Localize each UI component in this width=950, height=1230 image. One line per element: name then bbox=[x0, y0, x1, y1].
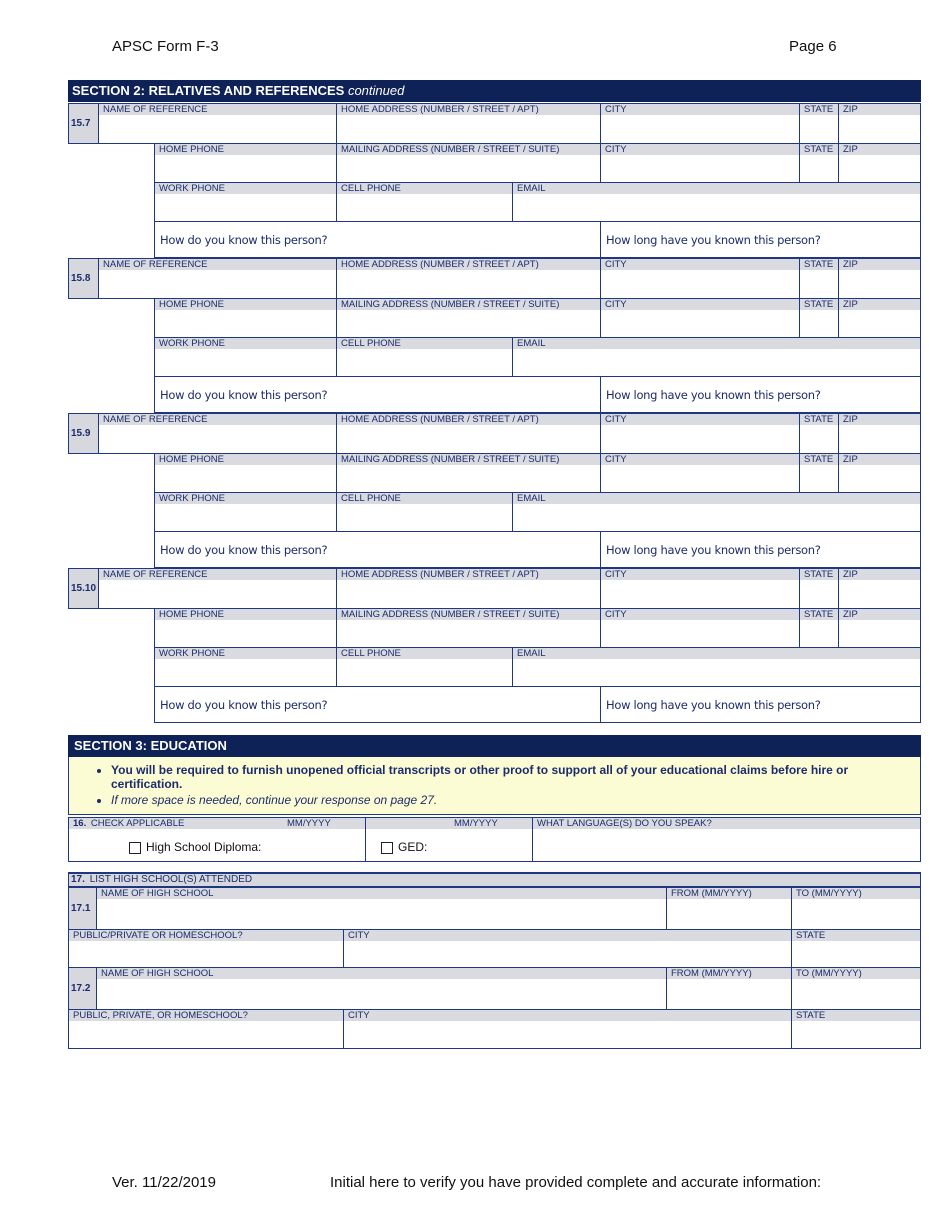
mailing-zip-field[interactable] bbox=[838, 453, 921, 493]
field-label: HOME ADDRESS (NUMBER / STREET / APT) bbox=[337, 259, 600, 270]
field-label: STATE bbox=[800, 569, 838, 580]
city-field[interactable] bbox=[600, 568, 800, 609]
home-address-field[interactable] bbox=[336, 568, 601, 609]
reference-number: 15.7 bbox=[68, 103, 99, 144]
mailing-state-field[interactable] bbox=[799, 453, 839, 493]
field-label: STATE bbox=[792, 1010, 920, 1021]
school-state-field[interactable] bbox=[791, 929, 921, 969]
language-field[interactable] bbox=[532, 817, 921, 862]
notice-transcripts: • You will be required to furnish unopened official transcripts or other proof to support all of your educational claims before hire or certification. bbox=[111, 763, 920, 791]
cell-phone-field[interactable] bbox=[336, 182, 513, 222]
email-field[interactable] bbox=[512, 492, 921, 532]
field-label: STATE bbox=[800, 299, 838, 310]
field-label: ZIP bbox=[839, 104, 920, 115]
field-label: NAME OF HIGH SCHOOL bbox=[97, 888, 666, 899]
field-label: ZIP bbox=[839, 299, 920, 310]
school-type-field[interactable] bbox=[68, 929, 344, 969]
school-name-field[interactable] bbox=[96, 967, 667, 1010]
home-phone-field[interactable] bbox=[154, 608, 337, 648]
field-label: STATE bbox=[800, 609, 838, 620]
education-notice bbox=[68, 757, 921, 815]
field-label: EMAIL bbox=[513, 648, 920, 659]
notice-more-space: • If more space is needed, continue your response on page 27. bbox=[111, 793, 920, 807]
field-label: STATE bbox=[792, 930, 920, 941]
how-know-field[interactable]: How do you know this person? bbox=[154, 531, 601, 568]
field-label: HOME ADDRESS (NUMBER / STREET / APT) bbox=[337, 569, 600, 580]
field-label: CITY bbox=[601, 144, 799, 155]
field-label: HOME PHONE bbox=[155, 609, 336, 620]
field-label: PUBLIC/PRIVATE OR HOMESCHOOL? bbox=[69, 930, 343, 941]
home-address-field[interactable] bbox=[336, 413, 601, 454]
how-know-field[interactable]: How do you know this person? bbox=[154, 686, 601, 723]
how-know-field[interactable]: How do you know this person? bbox=[154, 376, 601, 413]
field-label: MAILING ADDRESS (NUMBER / STREET / SUITE) bbox=[337, 454, 600, 465]
city-field[interactable] bbox=[600, 258, 800, 299]
q16-label bbox=[69, 818, 365, 829]
field-label: TO (MM/YYYY) bbox=[792, 968, 920, 979]
field-label: STATE bbox=[800, 454, 838, 465]
reference-number: 15.10 bbox=[68, 568, 99, 609]
home-phone-field[interactable] bbox=[154, 453, 337, 493]
field-label: PUBLIC, PRIVATE, OR HOMESCHOOL? bbox=[69, 1010, 343, 1021]
diploma-label: High School Diploma: bbox=[146, 840, 262, 854]
section2-title: SECTION 2: RELATIVES AND REFERENCES bbox=[72, 83, 345, 98]
q16-mmyyyy-2-label bbox=[366, 818, 532, 829]
field-label: ZIP bbox=[839, 609, 920, 620]
work-phone-field[interactable] bbox=[154, 647, 337, 687]
mailing-zip-field[interactable] bbox=[838, 143, 921, 183]
reference-name-field[interactable] bbox=[98, 103, 337, 144]
diploma-option bbox=[129, 840, 261, 854]
work-phone-field[interactable] bbox=[154, 492, 337, 532]
q16-check-applicable: CHECK APPLICABLE bbox=[90, 818, 185, 829]
q17-number: 17. bbox=[71, 874, 85, 885]
field-label: EMAIL bbox=[513, 183, 920, 194]
field-label: CITY bbox=[344, 930, 791, 941]
field-label: STATE bbox=[800, 259, 838, 270]
q16-ged-cell bbox=[365, 817, 533, 862]
field-label: EMAIL bbox=[513, 493, 920, 504]
language-label: WHAT LANGUAGE(S) DO YOU SPEAK? bbox=[533, 818, 920, 829]
reference-block bbox=[68, 413, 921, 568]
home-address-field[interactable] bbox=[336, 258, 601, 299]
q17-header bbox=[68, 872, 921, 887]
field-label: NAME OF REFERENCE bbox=[99, 414, 336, 425]
home-phone-field[interactable] bbox=[154, 298, 337, 338]
zip-field[interactable] bbox=[838, 568, 921, 609]
field-label: CITY bbox=[601, 454, 799, 465]
zip-field[interactable] bbox=[838, 258, 921, 299]
field-label: FROM (MM/YYYY) bbox=[667, 968, 791, 979]
field-label: FROM (MM/YYYY) bbox=[667, 888, 791, 899]
mailing-zip-field[interactable] bbox=[838, 608, 921, 648]
field-label: CELL PHONE bbox=[337, 183, 512, 194]
mailing-city-field[interactable] bbox=[600, 608, 800, 648]
q17-title: LIST HIGH SCHOOL(S) ATTENDED bbox=[89, 874, 253, 885]
field-label: HOME PHONE bbox=[155, 299, 336, 310]
field-label: CELL PHONE bbox=[337, 493, 512, 504]
school-type-field[interactable] bbox=[68, 1009, 344, 1049]
field-label: HOME PHONE bbox=[155, 144, 336, 155]
field-label: STATE bbox=[800, 144, 838, 155]
how-long-field[interactable]: How long have you known this person? bbox=[600, 376, 921, 413]
field-label: MAILING ADDRESS (NUMBER / STREET / SUITE) bbox=[337, 299, 600, 310]
school-from-field[interactable] bbox=[666, 967, 792, 1010]
school-name-field[interactable] bbox=[96, 887, 667, 930]
field-label: CITY bbox=[601, 414, 799, 425]
school-to-field[interactable] bbox=[791, 887, 921, 930]
q16-number: 16. bbox=[73, 818, 87, 829]
reference-block bbox=[68, 258, 921, 413]
field-label: CITY bbox=[601, 609, 799, 620]
how-know-field[interactable]: How do you know this person? bbox=[154, 221, 601, 258]
mailing-state-field[interactable] bbox=[799, 298, 839, 338]
school-number: 17.1 bbox=[68, 887, 97, 930]
initial-statement: Initial here to verify you have provided complete and accurate information: bbox=[330, 1174, 822, 1191]
email-field[interactable] bbox=[512, 647, 921, 687]
q16-mmyyyy-2: MM/YYYY bbox=[454, 818, 498, 829]
cell-phone-field[interactable] bbox=[336, 647, 513, 687]
field-label: STATE bbox=[800, 104, 838, 115]
field-label: EMAIL bbox=[513, 338, 920, 349]
mailing-address-field[interactable] bbox=[336, 143, 601, 183]
field-label: NAME OF REFERENCE bbox=[99, 104, 336, 115]
reference-number: 15.9 bbox=[68, 413, 99, 454]
field-label: NAME OF HIGH SCHOOL bbox=[97, 968, 666, 979]
state-field[interactable] bbox=[799, 258, 839, 299]
cell-phone-field[interactable] bbox=[336, 337, 513, 377]
home-phone-field[interactable] bbox=[154, 143, 337, 183]
city-field[interactable] bbox=[600, 413, 800, 454]
mailing-city-field[interactable] bbox=[600, 143, 800, 183]
mailing-state-field[interactable] bbox=[799, 608, 839, 648]
field-label: CITY bbox=[601, 104, 799, 115]
how-long-field[interactable]: How long have you known this person? bbox=[600, 221, 921, 258]
mailing-zip-field[interactable] bbox=[838, 298, 921, 338]
ged-option bbox=[381, 840, 427, 854]
mailing-city-field[interactable] bbox=[600, 453, 800, 493]
email-field[interactable] bbox=[512, 182, 921, 222]
field-label: CELL PHONE bbox=[337, 338, 512, 349]
field-label: CITY bbox=[601, 259, 799, 270]
version: Ver. 11/22/2019 bbox=[112, 1174, 216, 1191]
reference-name-field[interactable] bbox=[98, 258, 337, 299]
diploma-checkbox[interactable] bbox=[129, 842, 141, 854]
field-label: ZIP bbox=[839, 569, 920, 580]
field-label: STATE bbox=[800, 414, 838, 425]
field-label: ZIP bbox=[839, 144, 920, 155]
field-label: NAME OF REFERENCE bbox=[99, 569, 336, 580]
mailing-address-field[interactable] bbox=[336, 453, 601, 493]
how-long-field[interactable]: How long have you known this person? bbox=[600, 531, 921, 568]
form-name: APSC Form F-3 bbox=[112, 38, 219, 55]
reference-block bbox=[68, 103, 921, 258]
field-label: CELL PHONE bbox=[337, 648, 512, 659]
high-school-block bbox=[68, 967, 921, 1049]
state-field[interactable] bbox=[799, 413, 839, 454]
state-field[interactable] bbox=[799, 103, 839, 144]
section3-header: SECTION 3: EDUCATION bbox=[68, 735, 921, 757]
ged-checkbox[interactable] bbox=[381, 842, 393, 854]
zip-field[interactable] bbox=[838, 103, 921, 144]
school-to-field[interactable] bbox=[791, 967, 921, 1010]
field-label: ZIP bbox=[839, 454, 920, 465]
field-label: ZIP bbox=[839, 414, 920, 425]
ged-label: GED: bbox=[398, 840, 428, 854]
field-label: MAILING ADDRESS (NUMBER / STREET / SUITE) bbox=[337, 609, 600, 620]
field-label: CITY bbox=[344, 1010, 791, 1021]
mailing-address-field[interactable] bbox=[336, 608, 601, 648]
field-label: HOME ADDRESS (NUMBER / STREET / APT) bbox=[337, 104, 600, 115]
field-label: HOME ADDRESS (NUMBER / STREET / APT) bbox=[337, 414, 600, 425]
page-number: Page 6 bbox=[789, 38, 837, 55]
section2-title-suffix: continued bbox=[347, 83, 405, 98]
field-label: MAILING ADDRESS (NUMBER / STREET / SUITE) bbox=[337, 144, 600, 155]
city-field[interactable] bbox=[600, 103, 800, 144]
mailing-address-field[interactable] bbox=[336, 298, 601, 338]
reference-name-field[interactable] bbox=[98, 413, 337, 454]
school-city-field[interactable] bbox=[343, 929, 792, 969]
home-address-field[interactable] bbox=[336, 103, 601, 144]
mailing-state-field[interactable] bbox=[799, 143, 839, 183]
school-number: 17.2 bbox=[68, 967, 97, 1010]
how-long-field[interactable]: How long have you known this person? bbox=[600, 686, 921, 723]
reference-number: 15.8 bbox=[68, 258, 99, 299]
state-field[interactable] bbox=[799, 568, 839, 609]
mailing-city-field[interactable] bbox=[600, 298, 800, 338]
field-label: WORK PHONE bbox=[155, 493, 336, 504]
work-phone-field[interactable] bbox=[154, 337, 337, 377]
field-label: CITY bbox=[601, 299, 799, 310]
field-label: TO (MM/YYYY) bbox=[792, 888, 920, 899]
reference-block bbox=[68, 568, 921, 723]
section2-header bbox=[68, 80, 921, 102]
cell-phone-field[interactable] bbox=[336, 492, 513, 532]
school-from-field[interactable] bbox=[666, 887, 792, 930]
field-label: CITY bbox=[601, 569, 799, 580]
field-label: HOME PHONE bbox=[155, 454, 336, 465]
q16-diploma-cell bbox=[68, 817, 366, 862]
field-label: WORK PHONE bbox=[155, 648, 336, 659]
email-field[interactable] bbox=[512, 337, 921, 377]
high-school-block bbox=[68, 887, 921, 969]
reference-name-field[interactable] bbox=[98, 568, 337, 609]
school-state-field[interactable] bbox=[791, 1009, 921, 1049]
school-city-field[interactable] bbox=[343, 1009, 792, 1049]
q16-row bbox=[68, 817, 921, 862]
field-label: WORK PHONE bbox=[155, 338, 336, 349]
field-label: ZIP bbox=[839, 259, 920, 270]
field-label: NAME OF REFERENCE bbox=[99, 259, 336, 270]
work-phone-field[interactable] bbox=[154, 182, 337, 222]
q16-mmyyyy-1: MM/YYYY bbox=[287, 818, 331, 829]
field-label: WORK PHONE bbox=[155, 183, 336, 194]
zip-field[interactable] bbox=[838, 413, 921, 454]
